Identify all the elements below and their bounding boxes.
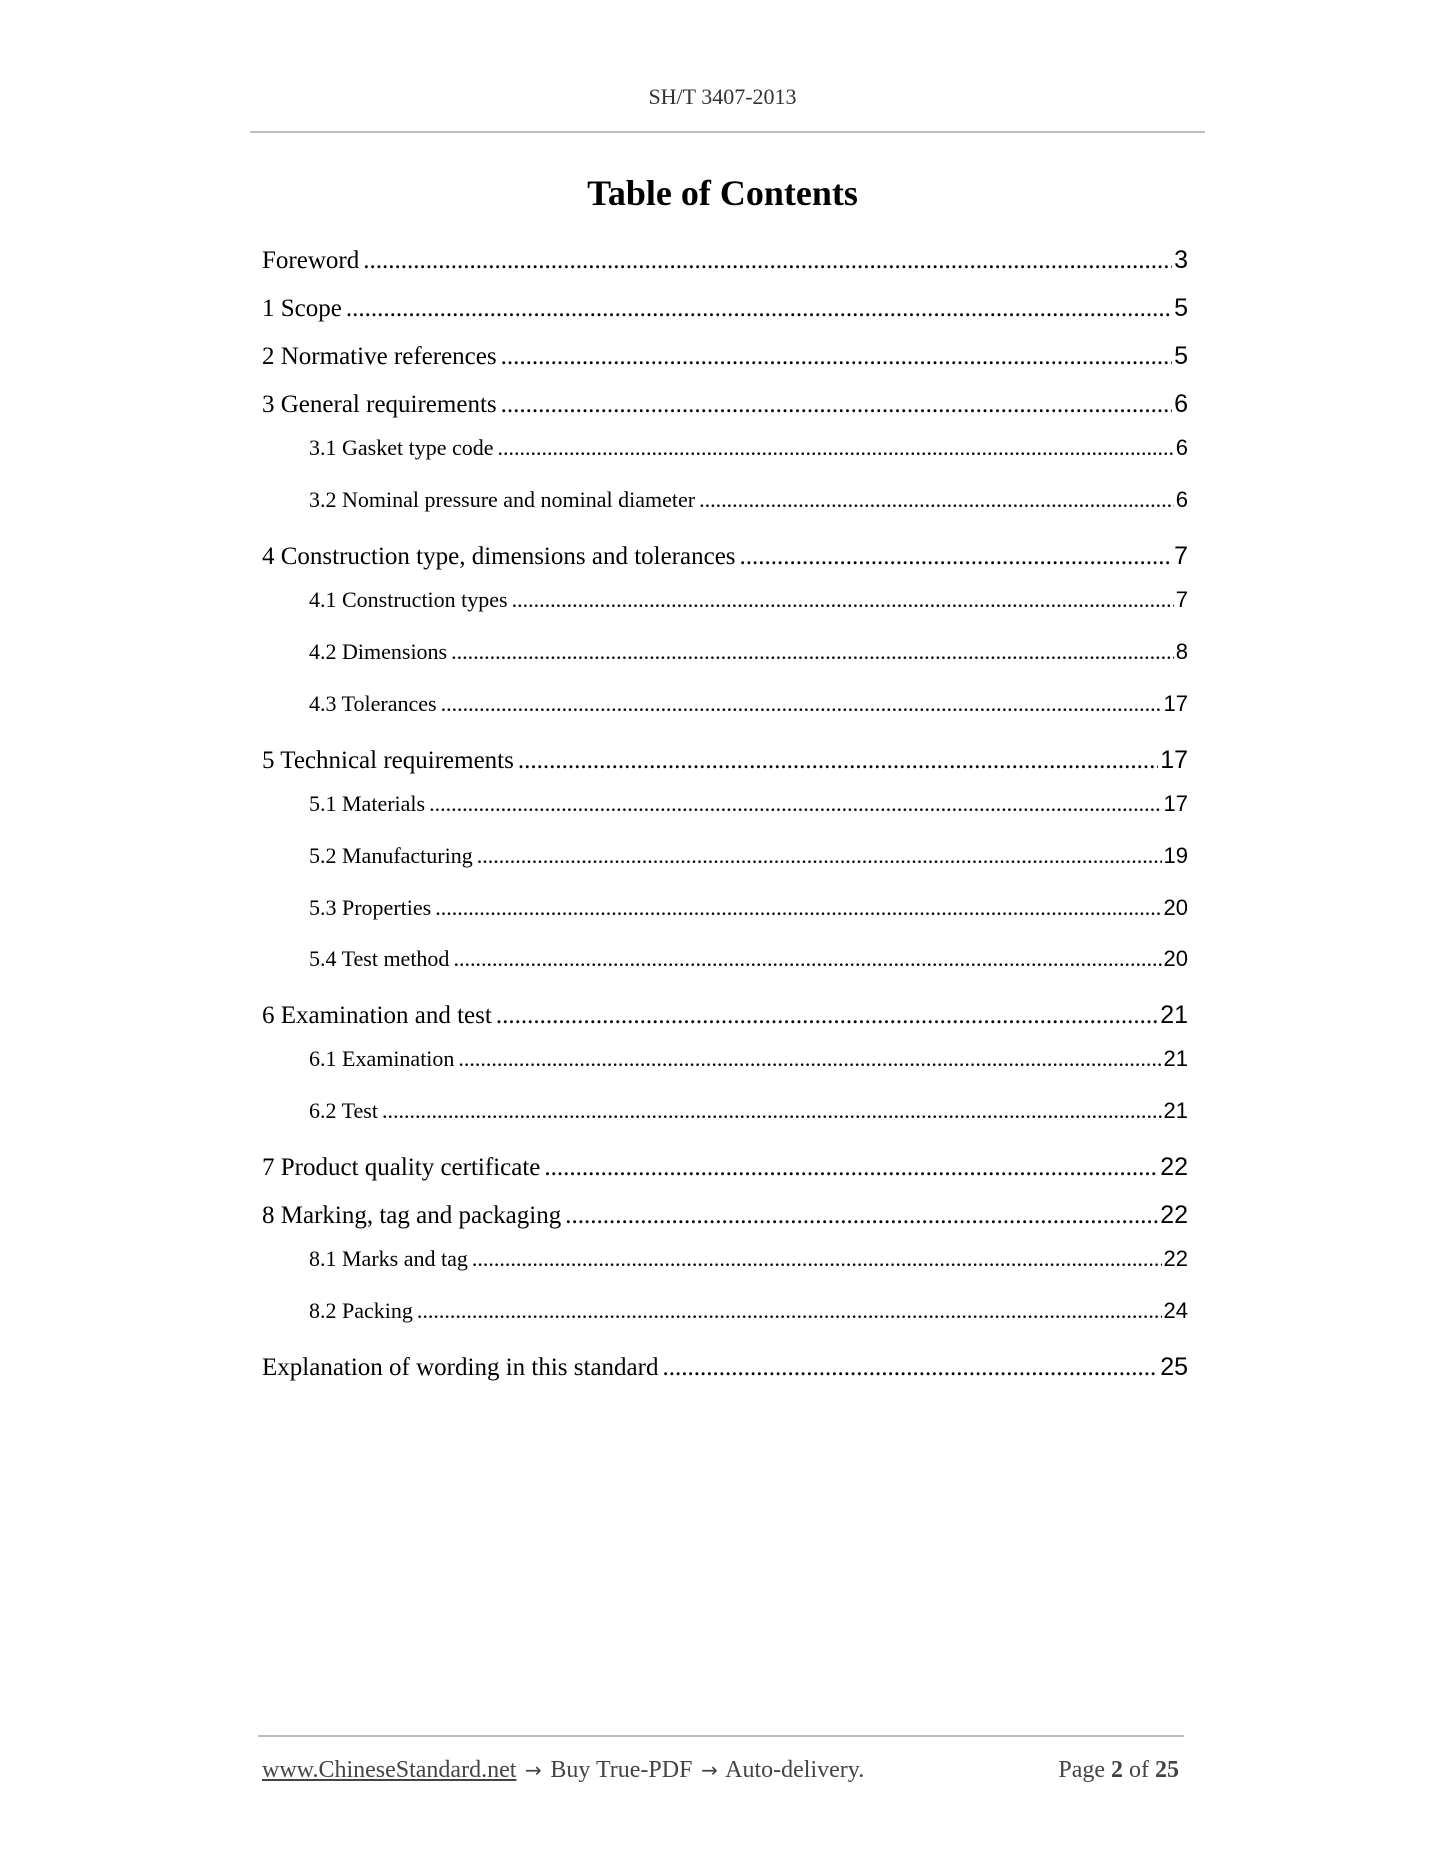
toc-entry-dimensions[interactable] (309, 639, 1188, 665)
dot-leader (699, 487, 1174, 513)
toc-entry-page: 25 (1160, 1353, 1188, 1381)
toc-entry-label: 4.3 Tolerances (309, 691, 437, 716)
current-page-number: 2 (1111, 1757, 1123, 1783)
toc-entry-page: 7 (1174, 542, 1188, 570)
toc-entry-page: 6 (1174, 390, 1188, 418)
toc-entry-label: 8.1 Marks and tag (309, 1246, 468, 1271)
dot-leader (346, 295, 1172, 323)
dot-leader (451, 639, 1174, 665)
toc-entry-label: 4.1 Construction types (309, 587, 508, 612)
toc-entry-page: 20 (1163, 946, 1188, 971)
toc-entry-page: 22 (1160, 1201, 1188, 1229)
toc-entry-label: 6 Examination and test (262, 1002, 492, 1029)
toc-entry-page: 6 (1175, 487, 1188, 512)
toc-entry-materials[interactable] (309, 791, 1188, 817)
toc-entry-foreword[interactable] (262, 246, 1188, 275)
dot-leader (501, 343, 1172, 371)
toc-entry-test-method[interactable] (309, 946, 1188, 972)
toc-entry-examination-and-test[interactable] (262, 1001, 1188, 1030)
toc-entry-page: 20 (1163, 895, 1188, 920)
toc-entry-label: 5 Technical requirements (262, 747, 514, 774)
buy-pdf-text: Buy True-PDF (550, 1757, 693, 1783)
auto-delivery-text: Auto-delivery. (725, 1757, 865, 1783)
toc-entry-page: 5 (1174, 294, 1188, 322)
toc-entry-label: 5.3 Properties (309, 895, 432, 920)
toc-entry-gasket-type-code[interactable] (309, 435, 1188, 461)
footer-promo (262, 1757, 864, 1784)
dot-leader (662, 1354, 1158, 1382)
toc-entry-label: Explanation of wording in this standard (262, 1354, 659, 1381)
footer-divider (258, 1735, 1184, 1737)
toc-entry-test[interactable] (309, 1098, 1188, 1124)
toc-entry-properties[interactable] (309, 895, 1188, 921)
toc-entry-page: 17 (1163, 691, 1188, 716)
dot-leader (382, 1098, 1162, 1124)
toc-entry-label: 2 Normative references (262, 343, 497, 370)
toc-entry-page: 8 (1175, 639, 1188, 664)
toc-entry-label: 3.1 Gasket type code (309, 435, 494, 460)
dot-leader (518, 747, 1158, 775)
toc-entry-label: 4 Construction type, dimensions and tolerances (262, 543, 736, 570)
arrow-right-icon: → (701, 1758, 718, 1782)
toc-entry-product-quality-certificate[interactable] (262, 1153, 1188, 1182)
toc-entry-construction-types[interactable] (309, 587, 1188, 613)
toc-entry-label: 3 General requirements (262, 391, 497, 418)
toc-entry-page: 17 (1160, 746, 1188, 774)
dot-leader (453, 946, 1161, 972)
dot-leader (565, 1202, 1158, 1230)
dot-leader (477, 843, 1162, 869)
arrow-right-icon: → (525, 1758, 542, 1782)
site-link[interactable]: www.ChineseStandard.net (262, 1757, 517, 1783)
toc-entry-packing[interactable] (309, 1298, 1188, 1324)
toc-entry-explanation-of-wording[interactable] (262, 1353, 1188, 1382)
toc-entry-label: 1 Scope (262, 295, 342, 322)
toc-entry-page: 24 (1163, 1298, 1188, 1323)
toc-entry-page: 21 (1163, 1098, 1188, 1123)
dot-leader (496, 1002, 1158, 1030)
dot-leader (458, 1046, 1161, 1072)
toc-entry-examination[interactable] (309, 1046, 1188, 1072)
toc-entry-page: 19 (1163, 843, 1188, 868)
dot-leader (441, 691, 1162, 717)
toc-entry-technical-requirements[interactable] (262, 746, 1188, 775)
document-header: SH/T 3407-2013 (648, 84, 797, 109)
toc-entry-general-requirements[interactable] (262, 390, 1188, 419)
dot-leader (740, 543, 1173, 571)
toc-entry-label: 5.1 Materials (309, 791, 426, 816)
toc-entry-label: 3.2 Nominal pressure and nominal diameter (309, 487, 696, 512)
toc-entry-page: 7 (1175, 587, 1188, 612)
toc-entry-construction-type[interactable] (262, 542, 1188, 571)
dot-leader (435, 895, 1161, 921)
dot-leader (512, 587, 1174, 613)
toc-entry-normative-references[interactable] (262, 342, 1188, 371)
toc-entry-label: 6.2 Test (309, 1098, 378, 1123)
toc-entry-page: 21 (1163, 1046, 1188, 1071)
toc-entry-page: 6 (1175, 435, 1188, 460)
toc-entry-label: 4.2 Dimensions (309, 639, 448, 664)
toc-entry-label: 7 Product quality certificate (262, 1154, 541, 1181)
toc-entry-page: 21 (1160, 1001, 1188, 1029)
toc-entry-page: 3 (1174, 246, 1188, 274)
toc-entry-label: 8.2 Packing (309, 1298, 413, 1323)
page-title: Table of Contents (587, 173, 858, 213)
toc-entry-label: 6.1 Examination (309, 1046, 455, 1071)
dot-leader (544, 1154, 1158, 1182)
toc-entry-nominal-pressure[interactable] (309, 487, 1188, 513)
dot-leader (417, 1298, 1162, 1324)
toc-entry-marking-tag-packaging[interactable] (262, 1201, 1188, 1230)
page-indicator (1058, 1757, 1179, 1784)
toc-entry-page: 22 (1160, 1153, 1188, 1181)
toc-entry-page: 17 (1163, 791, 1188, 816)
dot-leader (472, 1246, 1162, 1272)
dot-leader (429, 791, 1161, 817)
toc-entry-page: 22 (1163, 1246, 1188, 1271)
toc-entry-label: 5.4 Test method (309, 946, 450, 971)
dot-leader (501, 391, 1172, 419)
of-word: of (1129, 1757, 1149, 1783)
page-word: Page (1058, 1757, 1105, 1783)
dot-leader (498, 435, 1174, 461)
toc-entry-label: 8 Marking, tag and packaging (262, 1202, 562, 1229)
toc-entry-manufacturing[interactable] (309, 843, 1188, 869)
toc-entry-tolerances[interactable] (309, 691, 1188, 717)
total-page-count: 25 (1155, 1757, 1179, 1783)
toc-entry-label: 5.2 Manufacturing (309, 843, 473, 868)
toc-entry-page: 5 (1174, 342, 1188, 370)
toc-entry-label: Foreword (262, 247, 360, 274)
toc-entry-scope[interactable] (262, 294, 1188, 323)
toc-entry-marks-and-tag[interactable] (309, 1246, 1188, 1272)
dot-leader (363, 247, 1172, 275)
